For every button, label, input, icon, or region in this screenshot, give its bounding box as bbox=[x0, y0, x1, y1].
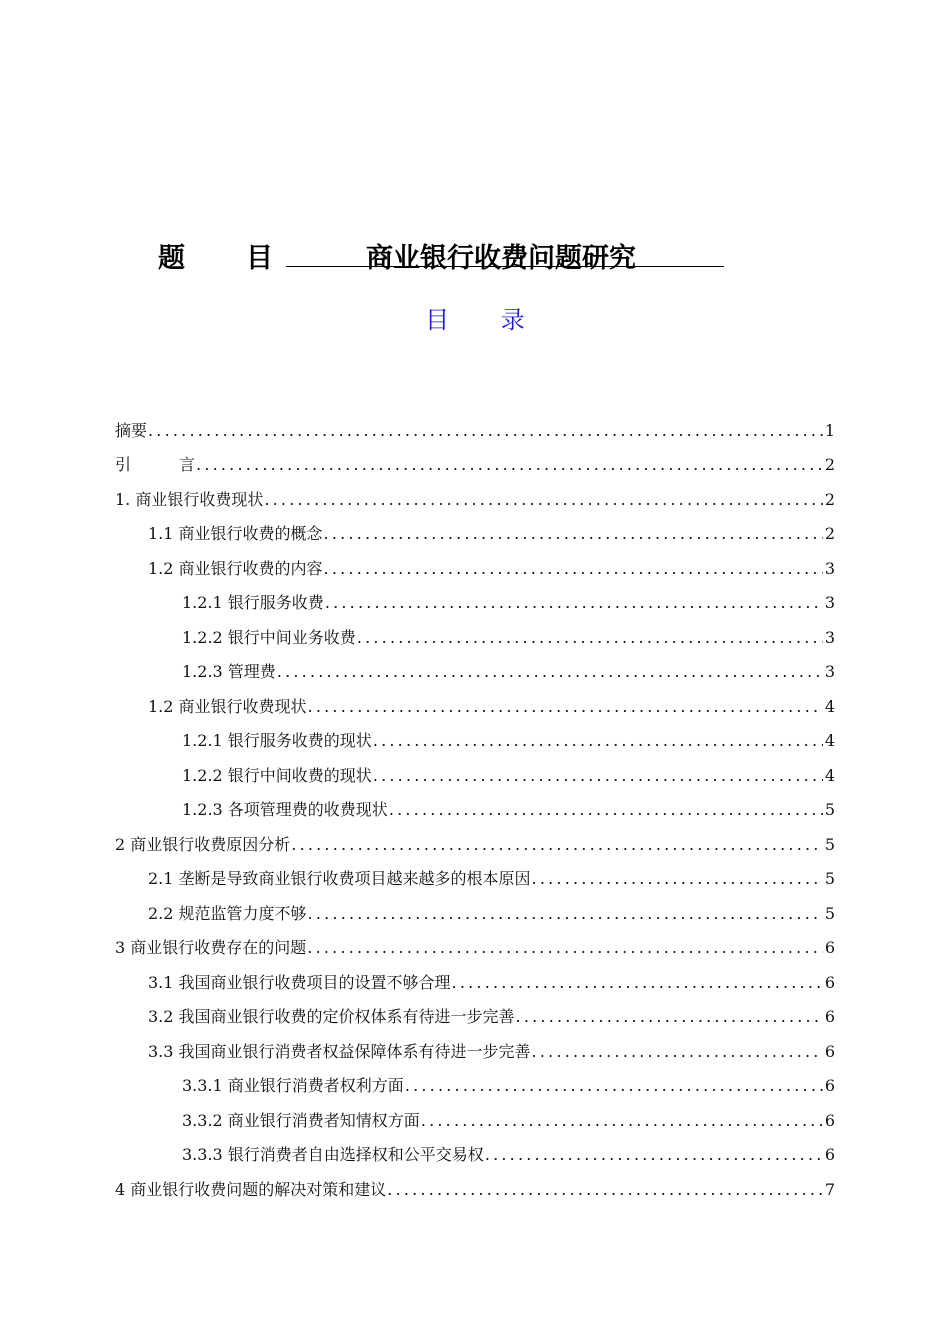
toc-page-number: 6 bbox=[824, 938, 835, 957]
toc-entry-introduction[interactable] bbox=[115, 452, 835, 478]
toc-page-number: 6 bbox=[824, 1076, 835, 1095]
toc-entry-1-2-2[interactable] bbox=[182, 625, 835, 651]
toc-page-number: 3 bbox=[824, 559, 835, 578]
toc-intro-char-1: 引 bbox=[115, 455, 132, 474]
toc-entry-3-3-1[interactable] bbox=[182, 1073, 835, 1099]
toc-intro-char-2: 言 bbox=[179, 455, 196, 474]
toc-entry-label: 1.2 商业银行收费现状 bbox=[148, 697, 307, 716]
toc-entry-abstract[interactable] bbox=[115, 418, 835, 444]
toc-page-number: 2 bbox=[824, 455, 835, 474]
toc-entry-label: 3.2 我国商业银行收费的定价权体系有待进一步完善 bbox=[148, 1007, 515, 1026]
toc-entry-1-2-3-status[interactable] bbox=[182, 797, 835, 823]
toc-entry-label: 1.2.2 银行中间收费的现状 bbox=[182, 766, 372, 785]
toc-entry-label: 3.3 我国商业银行消费者权益保障体系有待进一步完善 bbox=[148, 1042, 531, 1061]
toc-entry-chapter-1[interactable] bbox=[115, 487, 835, 513]
toc-page-number: 4 bbox=[824, 697, 835, 716]
toc-entry-3-1[interactable] bbox=[148, 970, 835, 996]
toc-page-number: 6 bbox=[824, 1007, 835, 1026]
toc-dot-leader bbox=[532, 1039, 823, 1065]
toc-dot-leader bbox=[324, 556, 823, 582]
toc-entry-label: 3.3.3 银行消费者自由选择权和公平交易权 bbox=[182, 1145, 484, 1164]
toc-page-number: 2 bbox=[824, 524, 835, 543]
toc-entry-label: 3.3.2 商业银行消费者知情权方面 bbox=[182, 1111, 420, 1130]
toc-dot-leader bbox=[196, 452, 823, 478]
toc-page-number: 6 bbox=[824, 1145, 835, 1164]
toc-entry-label: 3.3.1 商业银行消费者权利方面 bbox=[182, 1076, 404, 1095]
toc-dot-leader bbox=[405, 1073, 823, 1099]
toc-page-number: 3 bbox=[824, 628, 835, 647]
toc-dot-leader bbox=[373, 763, 823, 789]
toc-entry-label: 1.2 商业银行收费的内容 bbox=[148, 559, 323, 578]
toc-entry-3-3[interactable] bbox=[148, 1039, 835, 1065]
toc-dot-leader bbox=[277, 659, 823, 685]
toc-heading: 目 录 bbox=[425, 306, 547, 334]
toc-entry-1-1[interactable] bbox=[148, 521, 835, 547]
toc-page-number: 3 bbox=[824, 593, 835, 612]
toc-entry-label bbox=[115, 452, 195, 478]
toc-entry-label: 1.2.1 银行服务收费的现状 bbox=[182, 731, 372, 750]
toc-entry-label: 3 商业银行收费存在的问题 bbox=[115, 938, 307, 957]
toc-entry-1-2-status[interactable] bbox=[148, 694, 835, 720]
toc-dot-leader bbox=[387, 1177, 823, 1203]
title-label-second-char: 目 bbox=[246, 243, 273, 274]
toc-page-number: 4 bbox=[824, 731, 835, 750]
toc-entry-chapter-4[interactable] bbox=[115, 1177, 835, 1203]
toc-page-number: 4 bbox=[824, 766, 835, 785]
toc-dot-leader bbox=[148, 418, 823, 444]
toc-entry-1-2-1[interactable] bbox=[182, 590, 835, 616]
toc-dot-leader bbox=[516, 1004, 823, 1030]
toc-page-number: 1 bbox=[824, 421, 835, 440]
toc-dot-leader bbox=[485, 1142, 823, 1168]
toc-dot-leader bbox=[264, 487, 822, 513]
toc-entry-1-2-2-status[interactable] bbox=[182, 763, 835, 789]
toc-dot-leader bbox=[308, 694, 823, 720]
toc-entry-label: 1.1 商业银行收费的概念 bbox=[148, 524, 323, 543]
toc-entry-label: 1. 商业银行收费现状 bbox=[115, 490, 264, 509]
toc-entry-1-2-3[interactable] bbox=[182, 659, 835, 685]
toc-entry-1-2-1-status[interactable] bbox=[182, 728, 835, 754]
toc-entry-2-2[interactable] bbox=[148, 901, 835, 927]
toc-entry-1-2[interactable] bbox=[148, 556, 835, 582]
toc-page-number: 6 bbox=[824, 1111, 835, 1130]
thesis-title-row bbox=[158, 232, 728, 272]
toc-entry-label: 4 商业银行收费问题的解决对策和建议 bbox=[115, 1180, 387, 1199]
toc-entry-label: 摘要 bbox=[115, 421, 148, 440]
toc-dot-leader bbox=[324, 521, 823, 547]
toc-entry-3-3-2[interactable] bbox=[182, 1108, 835, 1134]
toc-dot-leader bbox=[291, 832, 823, 858]
toc-entry-label: 2 商业银行收费原因分析 bbox=[115, 835, 291, 854]
toc-page-number: 2 bbox=[824, 490, 835, 509]
toc-page-number: 6 bbox=[824, 1042, 835, 1061]
toc-entry-label: 3.1 我国商业银行收费项目的设置不够合理 bbox=[148, 973, 451, 992]
toc-entry-3-3-3[interactable] bbox=[182, 1142, 835, 1168]
toc-dot-leader bbox=[389, 797, 823, 823]
toc-entry-label: 1.2.3 各项管理费的收费现状 bbox=[182, 800, 388, 819]
toc-entry-label: 1.2.2 银行中间业务收费 bbox=[182, 628, 356, 647]
toc-page-number: 5 bbox=[824, 800, 835, 819]
toc-dot-leader bbox=[307, 935, 823, 961]
toc-entry-label: 1.2.1 银行服务收费 bbox=[182, 593, 324, 612]
toc-page-number: 6 bbox=[824, 973, 835, 992]
toc-entry-2-1[interactable] bbox=[148, 866, 835, 892]
toc-dot-leader bbox=[452, 970, 823, 996]
toc-page-number: 5 bbox=[824, 869, 835, 888]
title-label-first-char: 题 bbox=[158, 243, 185, 274]
toc-dot-leader bbox=[373, 728, 823, 754]
toc-dot-leader bbox=[532, 866, 823, 892]
toc-entry-chapter-2[interactable] bbox=[115, 832, 835, 858]
toc-dot-leader bbox=[325, 590, 823, 616]
toc-page-number: 7 bbox=[824, 1180, 835, 1199]
toc-page-number: 3 bbox=[824, 662, 835, 681]
toc-dot-leader bbox=[357, 625, 823, 651]
toc-entry-label: 1.2.3 管理费 bbox=[182, 662, 276, 681]
toc-entry-chapter-3[interactable] bbox=[115, 935, 835, 961]
toc-entry-label: 2.1 垄断是导致商业银行收费项目越来越多的根本原因 bbox=[148, 869, 531, 888]
toc-dot-leader bbox=[308, 901, 823, 927]
toc-page-number: 5 bbox=[824, 835, 835, 854]
toc-entry-3-2[interactable] bbox=[148, 1004, 835, 1030]
toc-page-number: 5 bbox=[824, 904, 835, 923]
thesis-title: 商业银行收费问题研究 bbox=[366, 243, 636, 274]
toc-dot-leader bbox=[421, 1108, 823, 1134]
toc-entry-label: 2.2 规范监管力度不够 bbox=[148, 904, 307, 923]
